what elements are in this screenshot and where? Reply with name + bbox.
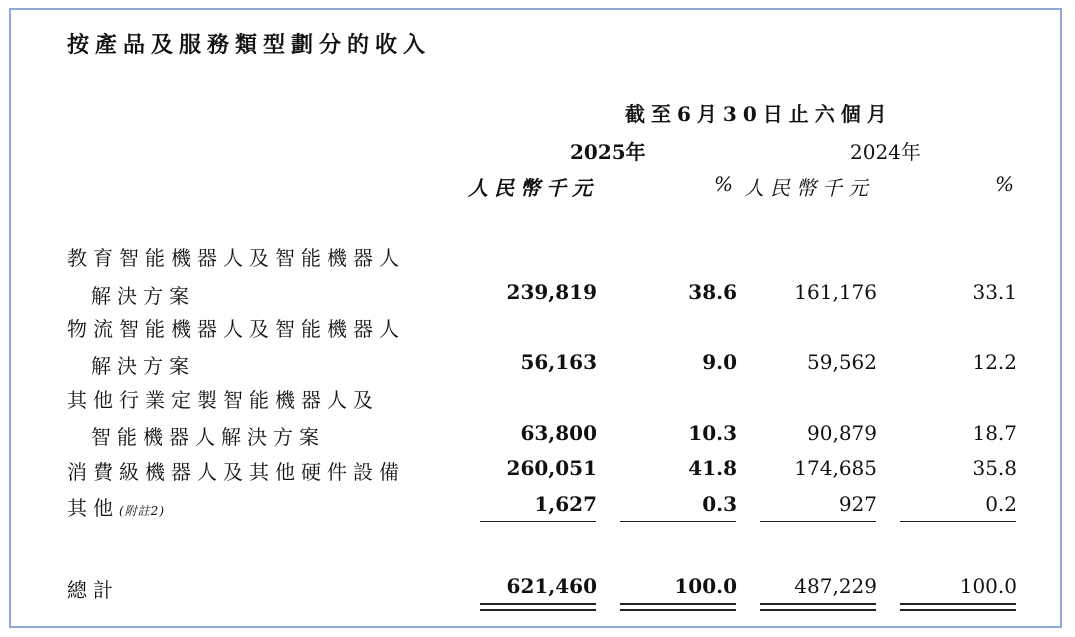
currency-2025-header: 人民幣千元 [468, 176, 598, 200]
total-amount-2024: 487,229 [794, 574, 877, 598]
row-label-line2: 智能機器人解決方案 [91, 425, 325, 449]
percent-2024: 0.2 [985, 492, 1017, 516]
row-label-line2: 解決方案 [91, 284, 195, 308]
pct-2025-header: % [714, 172, 734, 196]
percent-2025: 38.6 [688, 280, 737, 304]
percent-2024: 35.8 [972, 456, 1017, 480]
row-label-line1: 教育智能機器人及智能機器人 [67, 246, 405, 270]
amount-2025: 239,819 [506, 280, 597, 304]
row-label-line1 [67, 492, 165, 521]
subtotal-rule [760, 521, 876, 522]
amount-2024: 161,176 [794, 280, 877, 304]
amount-2025: 260,051 [506, 456, 597, 480]
total-amount-2025: 621,460 [506, 574, 597, 598]
amount-2024: 90,879 [807, 421, 877, 445]
subtotal-rule [620, 521, 736, 522]
total-label: 總計 [67, 578, 119, 602]
row-label-line1: 物流智能機器人及智能機器人 [67, 317, 405, 341]
pct-2024-header: % [995, 172, 1015, 196]
total-double-rule [900, 603, 1016, 611]
amount-2025: 56,163 [520, 350, 597, 374]
period-header: 截至6月30日止六個月 [625, 102, 893, 126]
total-double-rule [480, 603, 596, 611]
percent-2025: 0.3 [702, 492, 737, 516]
percent-2024: 33.1 [972, 280, 1017, 304]
amount-2024: 174,685 [794, 456, 877, 480]
year-2025-header: 2025年 [570, 140, 646, 164]
total-percent-2025: 100.0 [674, 574, 737, 598]
row-label-line2: 解決方案 [91, 354, 195, 378]
amount-2024: 927 [838, 492, 877, 516]
row-label-text: 其他 [67, 496, 119, 520]
footnote-reference: (附註2) [119, 504, 165, 518]
percent-2024: 12.2 [972, 350, 1017, 374]
subtotal-rule [480, 521, 596, 522]
percent-2025: 41.8 [688, 456, 737, 480]
row-label-line1: 消費級機器人及其他硬件設備 [67, 460, 405, 484]
row-label-line1: 其他行業定製智能機器人及 [67, 388, 379, 412]
year-2024-header: 2024年 [850, 140, 921, 164]
amount-2025: 63,800 [520, 421, 597, 445]
amount-2025: 1,627 [534, 492, 597, 516]
currency-2024-header: 人民幣千元 [744, 176, 874, 200]
percent-2025: 10.3 [688, 421, 737, 445]
amount-2024: 59,562 [807, 350, 877, 374]
table-title: 按產品及服務類型劃分的收入 [67, 32, 432, 58]
total-double-rule [620, 603, 736, 611]
percent-2025: 9.0 [702, 350, 737, 374]
subtotal-rule [900, 521, 1016, 522]
total-percent-2024: 100.0 [959, 574, 1017, 598]
percent-2024: 18.7 [972, 421, 1017, 445]
total-double-rule [760, 603, 876, 611]
